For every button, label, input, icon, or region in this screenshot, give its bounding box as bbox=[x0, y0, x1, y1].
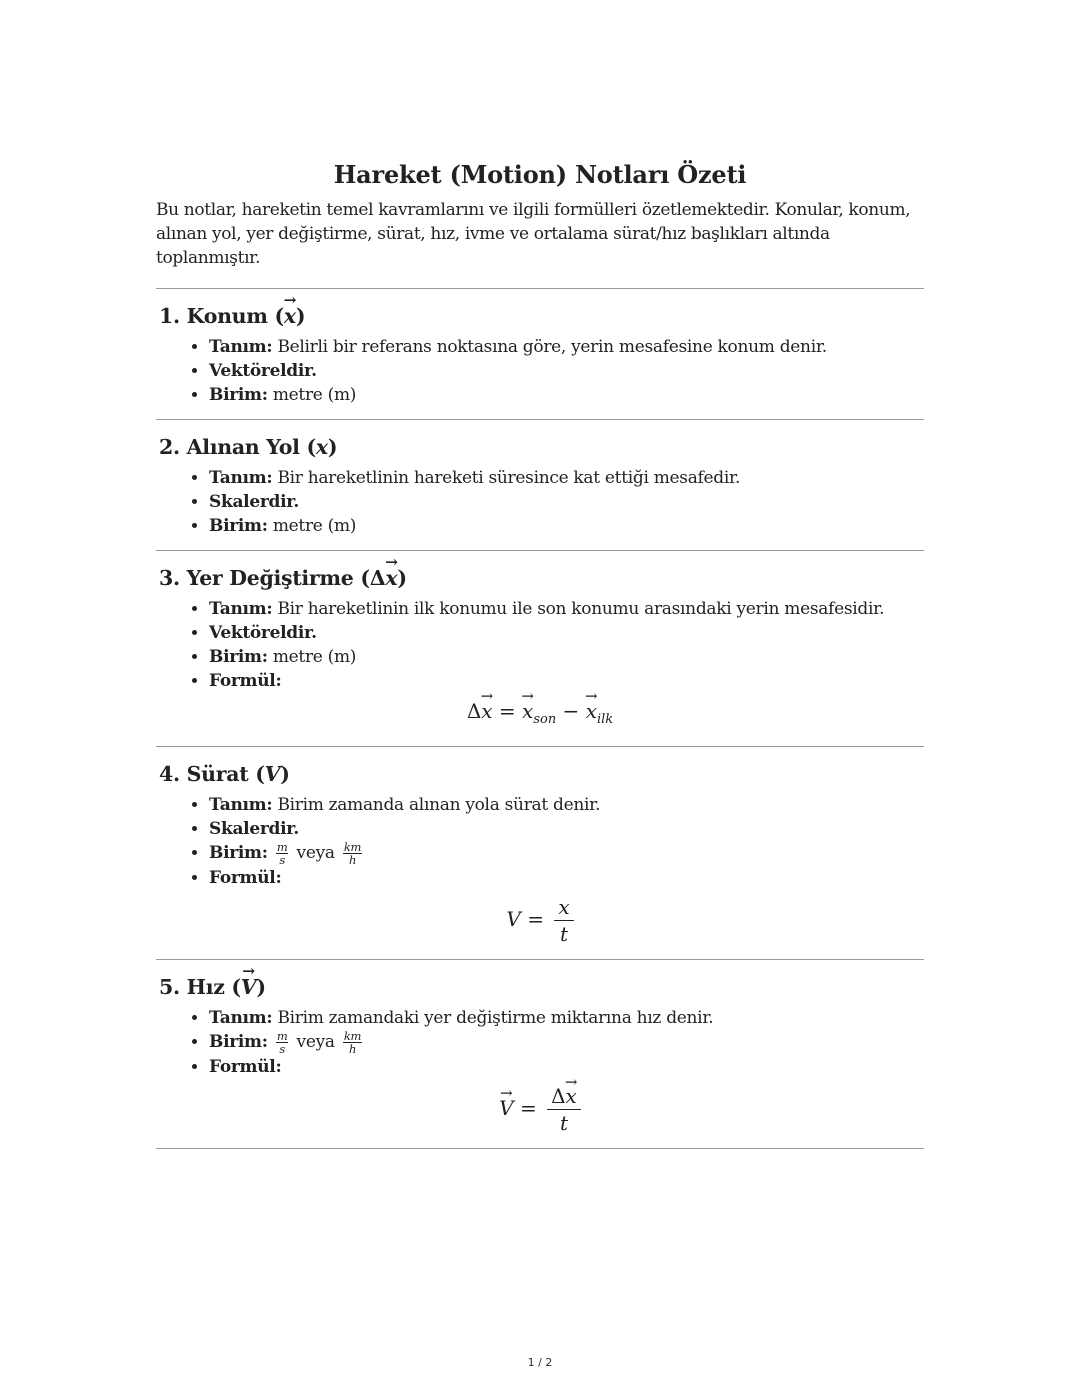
list-item: • Tanım: Belirli bir referans noktasına göre, yerin mesafesine konum denir. bbox=[209, 335, 924, 359]
list-item: • Birim: $\frac{m}{s}$ veya $\frac{km}{h}$ bbox=[209, 1030, 924, 1055]
bullet-list bbox=[156, 793, 924, 890]
list-item: • Formül: bbox=[209, 1055, 924, 1079]
unit-fraction: $\frac{m}{s}$ bbox=[276, 1029, 288, 1056]
list-item: • Birim: metre (m) bbox=[209, 645, 924, 669]
bullet-list bbox=[156, 335, 924, 407]
intro-paragraph: Bu notlar, hareketin temel kavramlarını ve ilgili formülleri özetlemektedir. Konular, konum, alınan yol, yer değiştirme, sürat, hız, ivme ve ortalama sürat/hız başlıkları altında toplanmıştır. bbox=[156, 200, 911, 268]
list-item: • Formül: bbox=[209, 669, 924, 693]
list-item: • Tanım: Bir hareketlinin ilk konumu ile son konumu arasındaki yerin mesafesidir. bbox=[209, 597, 924, 621]
formula-velocity: → V = $\frac{\Delta\to x}{t}$ bbox=[156, 1083, 924, 1136]
divider bbox=[156, 1148, 924, 1149]
bullet-list bbox=[156, 597, 924, 693]
list-item: • Skalerdir. bbox=[209, 817, 924, 841]
list-item: • Formül: bbox=[209, 866, 924, 890]
section-hiz bbox=[156, 960, 924, 1148]
bullet-list bbox=[156, 1006, 924, 1079]
section-surat bbox=[156, 747, 924, 959]
page-title: Hareket (Motion) Notları Özeti bbox=[333, 160, 747, 189]
formula-speed: V = $\frac{x}{t}$ bbox=[156, 894, 924, 947]
list-item: • Birim: metre (m) bbox=[209, 383, 924, 407]
list-item: • Skalerdir. bbox=[209, 490, 924, 514]
unit-fraction: $\frac{m}{s}$ bbox=[276, 840, 288, 867]
section-heading: 5. Hız (→ V) bbox=[159, 972, 924, 1002]
list-item: • Birim: metre (m) bbox=[209, 514, 924, 538]
list-item: • Vektöreldir. bbox=[209, 359, 924, 383]
list-item: • Birim: $\frac{m}{s}$ veya $\frac{km}{h}$ bbox=[209, 841, 924, 866]
formula-displacement: Δ→ x = → $x_{son}$ − → $x_{ilk}$ bbox=[156, 697, 924, 734]
unit-fraction: $\frac{km}{h}$ bbox=[343, 1029, 362, 1056]
bullet-list bbox=[156, 466, 924, 538]
page-number: 1 / 2 bbox=[527, 1356, 553, 1369]
document-page bbox=[156, 158, 924, 1149]
section-alinan-yol bbox=[156, 420, 924, 550]
unit-fraction: $\frac{km}{h}$ bbox=[343, 840, 362, 867]
section-heading: 3. Yer Değiştirme (Δ→ x) bbox=[159, 563, 924, 593]
list-item: • Tanım: Bir hareketlinin hareketi süresince kat ettiği mesafedir. bbox=[209, 466, 924, 490]
list-item: • Tanım: Birim zamandaki yer değiştirme miktarına hız denir. bbox=[209, 1006, 924, 1030]
section-heading: 2. Alınan Yol (x) bbox=[159, 435, 338, 459]
section-konum bbox=[156, 289, 924, 419]
section-heading: 1. Konum (→ x) bbox=[159, 301, 924, 331]
section-yer-degistirme bbox=[156, 551, 924, 746]
section-heading: 4. Sürat (V) bbox=[159, 762, 290, 786]
list-item: • Tanım: Birim zamanda alınan yola sürat denir. bbox=[209, 793, 924, 817]
list-item: • Vektöreldir. bbox=[209, 621, 924, 645]
